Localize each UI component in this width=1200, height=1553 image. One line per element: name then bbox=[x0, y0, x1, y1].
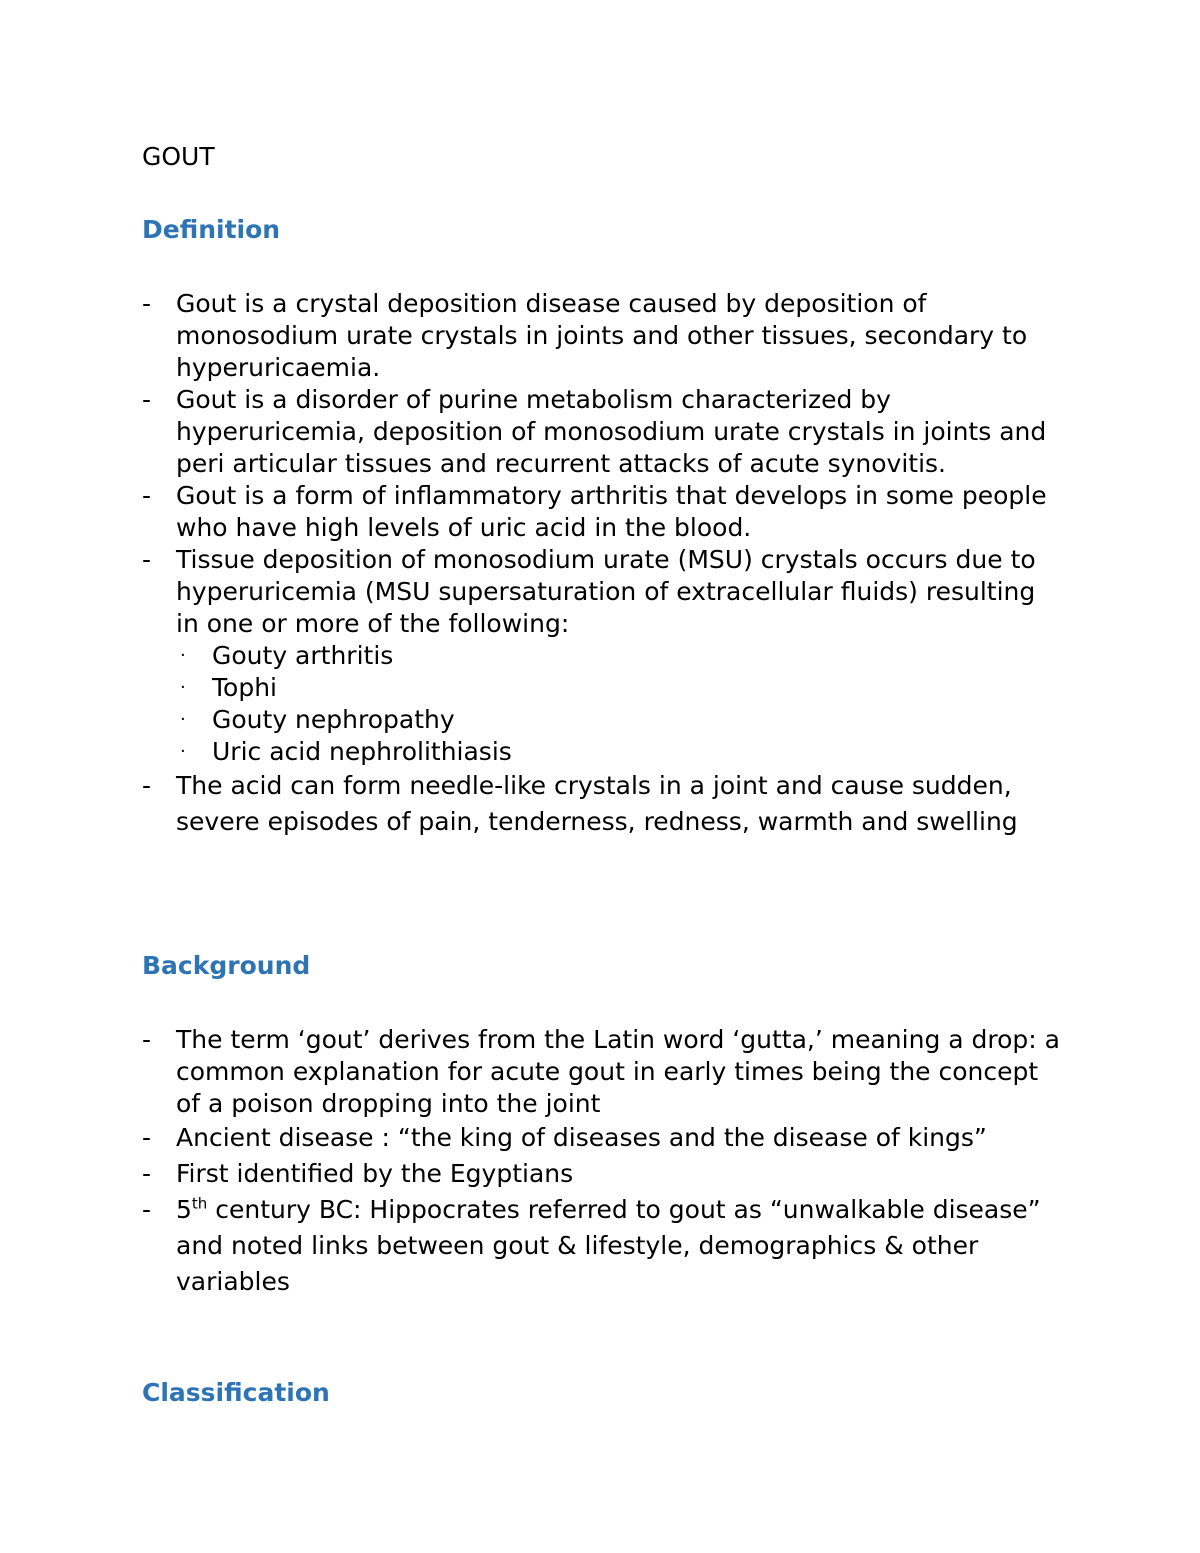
dash-bullet: - bbox=[142, 1025, 152, 1054]
dash-bullet: - bbox=[142, 289, 152, 318]
sub-list-item-text: Gouty arthritis bbox=[212, 641, 394, 670]
list-item bbox=[142, 288, 1062, 384]
dot-bullet: · bbox=[180, 677, 186, 698]
sub-list-item bbox=[176, 640, 1062, 672]
list-item-text: First identified by the Egyptians bbox=[176, 1159, 574, 1188]
sub-list-item-text: Gouty nephropathy bbox=[212, 705, 455, 734]
list-item-text: The acid can form needle-like crystals in a joint and cause sudden, severe episodes of pain, tenderness, redness, warmth and swelling bbox=[176, 771, 1018, 836]
century-text: century BC: Hippocrates referred to gout as “unwalkable disease” and noted links between gout & lifestyle, demographics & other variables bbox=[176, 1195, 1041, 1296]
list-item bbox=[142, 384, 1062, 480]
list-item-text: Ancient disease : “the king of diseases and the disease of kings” bbox=[176, 1123, 987, 1152]
sub-list bbox=[176, 640, 1062, 768]
list-item bbox=[142, 480, 1062, 544]
sub-list-item bbox=[176, 736, 1062, 768]
list-item bbox=[142, 1120, 1062, 1156]
dash-bullet: - bbox=[142, 385, 152, 414]
sub-list-item-text: Uric acid nephrolithiasis bbox=[212, 737, 512, 766]
sub-list-item bbox=[176, 704, 1062, 736]
century-number: 5 bbox=[176, 1195, 192, 1224]
ordinal-suffix: th bbox=[191, 1194, 208, 1213]
dot-bullet: · bbox=[180, 709, 186, 730]
list-item-text: Gout is a disorder of purine metabolism characterized by hyperuricemia, deposition of monosodium urate crystals in joints and peri articular tissues and recurrent attacks of acute synovitis. bbox=[176, 385, 1047, 478]
list-item bbox=[142, 1156, 1062, 1192]
list-item bbox=[142, 768, 1062, 840]
dash-bullet: - bbox=[142, 1123, 152, 1152]
dash-bullet: - bbox=[142, 771, 152, 800]
definition-heading: Definition bbox=[142, 215, 281, 244]
list-item-text: Gout is a crystal deposition disease caused by deposition of monosodium urate crystals in joints and other tissues, secondary to hyperuricaemia. bbox=[176, 289, 1028, 382]
document-title: GOUT bbox=[142, 142, 215, 171]
dot-bullet: · bbox=[180, 645, 186, 666]
list-item-text: Gout is a form of inflammatory arthritis that develops in some people who have high levels of uric acid in the blood. bbox=[176, 481, 1047, 542]
list-item-text bbox=[176, 1195, 1041, 1296]
list-item-text: Tissue deposition of monosodium urate (MSU) crystals occurs due to hyperuricemia (MSU supersaturation of extracellular fluids) resulting in one or more of the following: bbox=[176, 545, 1036, 638]
sub-list-item bbox=[176, 672, 1062, 704]
dash-bullet: - bbox=[142, 1159, 152, 1188]
dash-bullet: - bbox=[142, 1195, 152, 1224]
background-heading: Background bbox=[142, 951, 311, 980]
list-item bbox=[142, 544, 1062, 768]
background-list bbox=[142, 1024, 1062, 1300]
sub-list-item-text: Tophi bbox=[212, 673, 277, 702]
classification-heading: Classification bbox=[142, 1378, 330, 1407]
list-item bbox=[142, 1024, 1062, 1120]
list-item-text: The term ‘gout’ derives from the Latin word ‘gutta,’ meaning a drop: a common explanation for acute gout in early times being the concept of a poison dropping into the joint bbox=[176, 1025, 1060, 1118]
list-item bbox=[142, 1192, 1062, 1300]
definition-list bbox=[142, 288, 1062, 840]
dash-bullet: - bbox=[142, 481, 152, 510]
dot-bullet: · bbox=[180, 741, 186, 762]
dash-bullet: - bbox=[142, 545, 152, 574]
